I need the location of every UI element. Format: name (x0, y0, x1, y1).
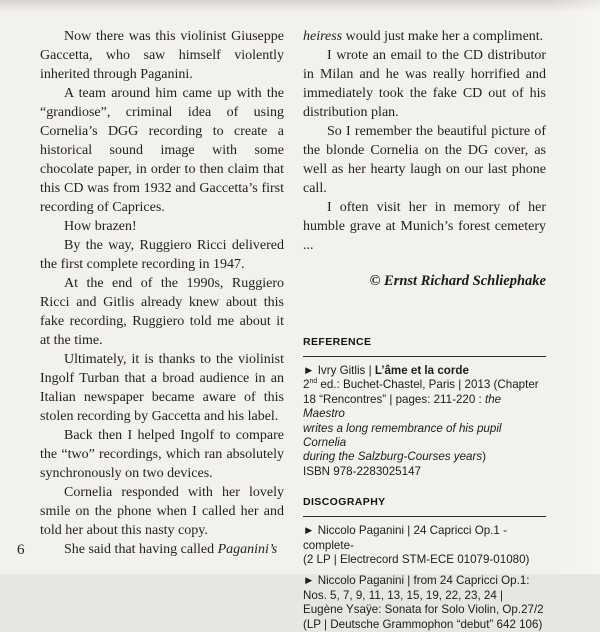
scan-right-edge (554, 0, 600, 574)
paragraph: A team around him came up with the “grandiose”, criminal idea of using Cornelia’s DGG recording to create a historical sound image with some chocolate paper, in order to then claim that this CD was from 1932 and Gaccetta’s first recording of Caprices. (40, 86, 284, 215)
paragraph: Ultimately, it is thanks to the violinist Ingolf Turban that a broad audience in an Italian newspaper became aware of this stolen recording by Gaccetta and his label. (40, 352, 284, 424)
reference-entry: ► Ivry Gitlis | L’âme et la corde 2nd ed.: Buchet-Chastel, Paris | 2013 (Chapter 18 “Rencontres” | pages: 211-220 : the Maestro writes a long remembrance of his pupil Cornelia during the Salzburg-Courses years) ISBN 978-2283025147 (303, 364, 539, 478)
paragraph: I wrote an email to the CD distributor in Milan and he was really horrified and immediately took the fake CD out of his distribution plan. (303, 48, 546, 120)
discography-section (303, 493, 546, 632)
reference-section (303, 333, 546, 479)
paragraph: By the way, Ruggiero Ricci delivered the first complete recording in 1947. (40, 238, 284, 272)
paragraph: I often visit her in memory of her humble grave at Munich’s forest cemetery ... (303, 200, 546, 253)
paragraph: How brazen! (64, 219, 137, 234)
paragraph: She said that having called Paganini’s (64, 542, 278, 557)
discography-heading: DISCOGRAPHY (303, 493, 546, 517)
page-number: 6 (17, 542, 25, 558)
paragraph: heiress would just make her a compliment. (303, 29, 544, 44)
discography-entry: ► Niccolo Paganini | 24 Capricci Op.1 -complete- (2 LP | Electrecord STM-ECE 01079-01080) (303, 524, 530, 567)
right-column (303, 27, 546, 632)
discography-entry: ► Niccolo Paganini | from 24 Capricci Op.1: Nos. 5, 7, 9, 11, 13, 15, 19, 22, 23, 24 | Eugène Ysaÿe: Sonata for Solo Violin, Op.27/2 (LP | Deutsche Grammophon “debut” 642 106) (303, 574, 544, 631)
left-column (40, 27, 284, 559)
scan-top-shadow (0, 0, 600, 12)
reference-heading: REFERENCE (303, 333, 546, 357)
paragraph: Cornelia responded with her lovely smile on the phone when I called her and told her about this nasty copy. (40, 485, 284, 538)
paragraph: Back then I helped Ingolf to compare the “two” recordings, which ran absolutely synchronously on two devices. (40, 428, 284, 481)
paragraph: Now there was this violinist Giuseppe Gaccetta, who saw himself violently inherited through Paganini. (40, 29, 284, 82)
paragraph: At the end of the 1990s, Ruggiero Ricci and Gitlis already knew about this fake recording, Ruggiero told me about it at the time. (40, 276, 284, 348)
paragraph: So I remember the beautiful picture of the blonde Cornelia on the DG cover, as well as her hearty laugh on our last phone call. (303, 124, 546, 196)
author-credit: © Ernst Richard Schliephake (369, 273, 546, 289)
